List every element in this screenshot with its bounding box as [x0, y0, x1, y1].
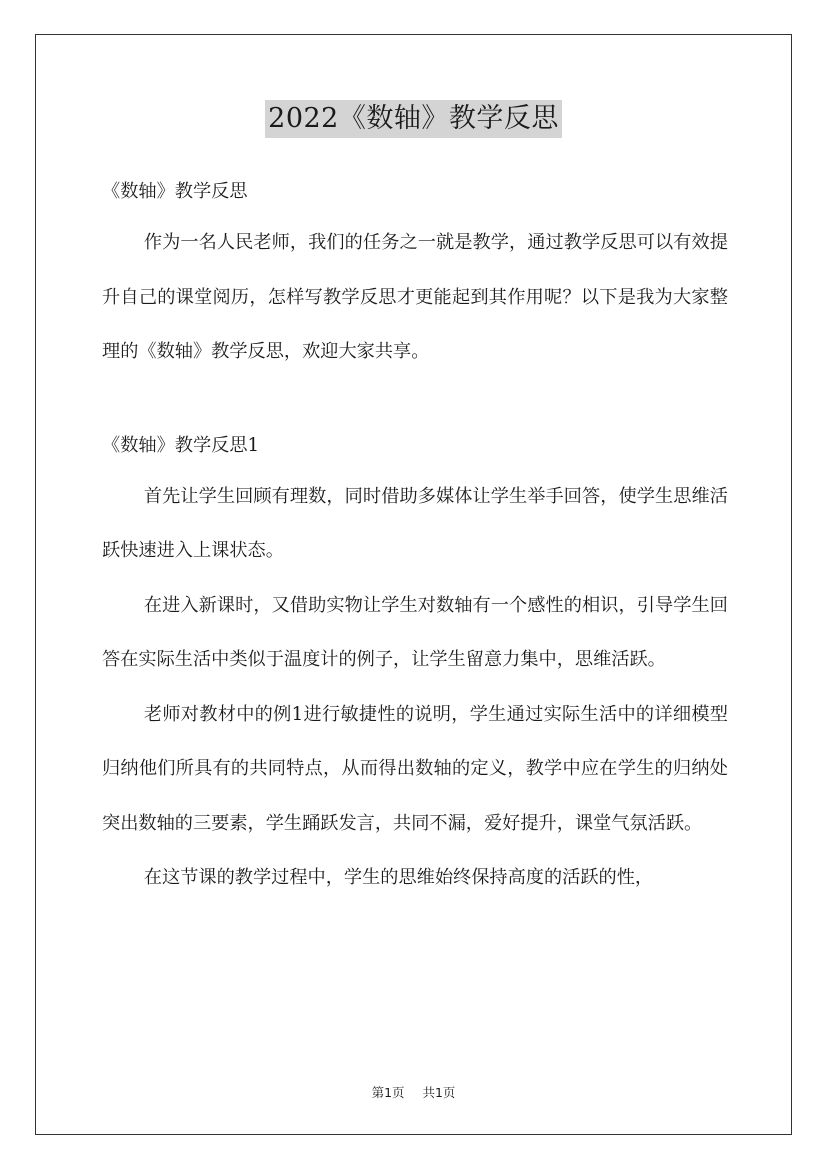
document-title-block	[0, 100, 827, 138]
document-body	[102, 168, 728, 906]
page-number-total: 共1页	[422, 1085, 456, 1100]
section-heading: 《数轴》教学反思1	[102, 434, 260, 456]
document-title: 2022《数轴》教学反思	[265, 100, 562, 138]
body-paragraph: 老师对教材中的例1进行敏捷性的说明，学生通过实际生活中的详细模型归纳他们所具有的共同特点，从而得出数轴的定义，教学中应在学生的归纳处突出数轴的三要素，学生踊跃发言，共同不漏，爱好提升，课堂气氛活跃。	[102, 703, 728, 834]
section-spacer	[102, 380, 728, 422]
body-paragraph: 在进入新课时，又借助实物让学生对数轴有一个感性的相识，引导学生回答在实际生活中类似于温度计的例子，让学生留意力集中，思维活跃。	[102, 594, 728, 670]
page-footer	[0, 1083, 827, 1101]
intro-paragraph: 作为一名人民老师，我们的任务之一就是教学，通过教学反思可以有效提升自己的课堂阅历，怎样写教学反思才更能起到其作用呢？以下是我为大家整理的《数轴》教学反思，欢迎大家共享。	[102, 232, 728, 362]
page-number-current: 第1页	[371, 1085, 405, 1100]
body-paragraph: 在这节课的教学过程中，学生的思维始终保持高度的活跃的性，	[143, 867, 654, 888]
intro-heading: 《数轴》教学反思	[102, 181, 248, 202]
body-paragraph: 首先让学生回顾有理数，同时借助多媒体让学生举手回答，使学生思维活跃快速进入上课状态。	[102, 485, 728, 561]
